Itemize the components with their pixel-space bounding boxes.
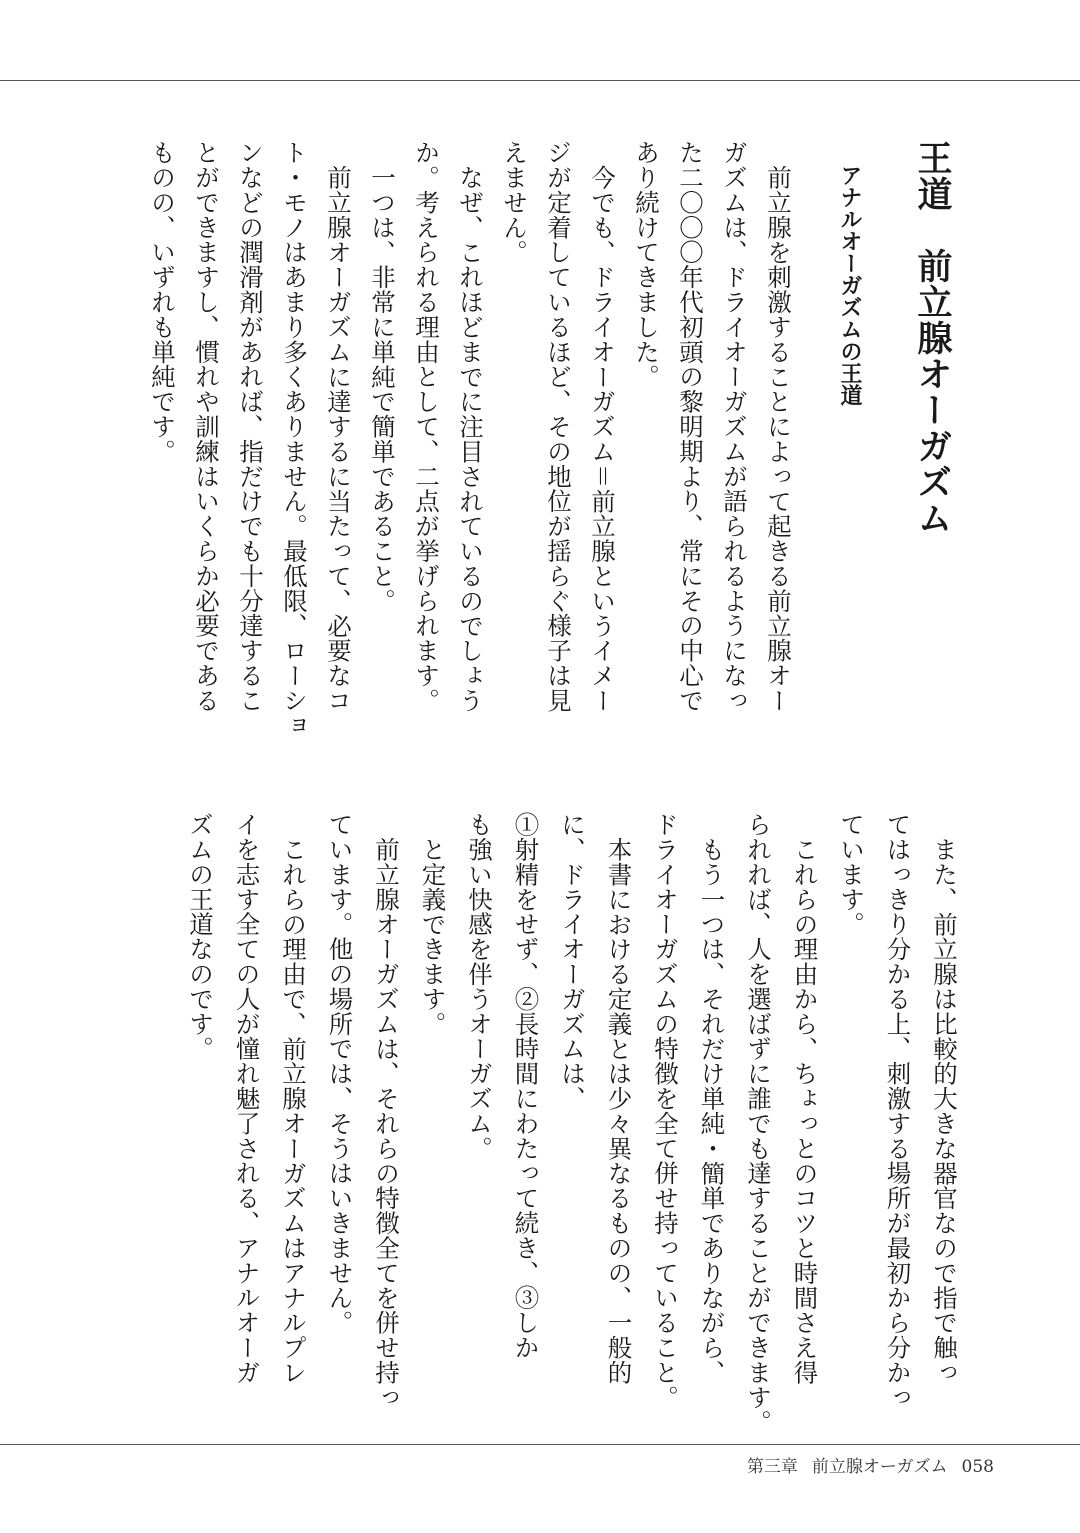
- section-subtitle: アナルオーガズムの王道: [837, 164, 863, 406]
- text-column: られれば、人を選ばずに誰でも達することができます。: [744, 812, 773, 1435]
- text-column: もう一つは、それだけ単純・簡単でありながら、: [697, 836, 727, 1385]
- text-column: 今でも、ドライオーガズム＝前立腺というイメー: [588, 164, 617, 713]
- text-column: ズムの王道なのです。: [186, 812, 215, 1061]
- text-column: ト・モノはあまり多くありません。最低限、ローショ: [280, 140, 309, 738]
- text-column: も強い快感を伴うオーガズム。: [465, 812, 494, 1161]
- text-column: ドライオーガズムの特徴を全て併せ持っていること。: [651, 812, 680, 1410]
- footer-rule: [0, 1444, 1080, 1445]
- text-column: ガズムは、ドライオーガズムが語られるようになっ: [720, 140, 749, 713]
- text-column: ものの、いずれも単純です。: [148, 140, 177, 464]
- text-column: 前立腺オーガズムは、それらの特徴全てを併せ持っ: [372, 836, 401, 1410]
- bottom-text-block: [177, 812, 968, 1435]
- text-column: か。考えられる理由として、二点が挙げられます。: [412, 140, 441, 713]
- text-column: ています。他の場所では、そうはいきません。: [325, 812, 355, 1335]
- header-rule: [0, 80, 1080, 81]
- top-text-block: [140, 140, 965, 760]
- text-column: なぜ、これほどまでに注目されているのでしょう: [456, 164, 485, 713]
- page-footer: [733, 1452, 994, 1477]
- text-column: 本書における定義とは少々異なるものの、一般的: [604, 836, 634, 1385]
- text-column: これらの理由から、ちょっとのコツと時間さえ得: [790, 836, 820, 1385]
- text-column: ンなどの潤滑剤があれば、指だけでも十分達するこ: [236, 140, 265, 713]
- text-column: 前立腺オーガズムに達するに当たって、必要なコ: [324, 164, 353, 713]
- text-column: ①射精をせず、②長時間にわたって続き、③しか: [511, 812, 541, 1360]
- text-column: と定義できます。: [418, 836, 448, 1036]
- text-column: た二〇〇〇年代初頭の黎明期より、常にその中心で: [676, 140, 705, 713]
- footer-chapter: 第三章: [746, 1457, 798, 1477]
- text-column: イを志す全ての人が憧れ魅了される、アナルオーガ: [232, 812, 262, 1385]
- text-column: えません。: [500, 140, 529, 265]
- text-column: とができますし、慣れや訓練はいくらか必要である: [192, 140, 221, 713]
- text-column: てはっきり分かる上、刺激する場所が最初から分かっ: [883, 812, 913, 1410]
- text-column: 一つは、非常に単純で簡単であること。: [368, 164, 397, 613]
- text-column: あり続けてきました。: [632, 140, 661, 389]
- text-column: また、前立腺は比較的大きな器官なので指で触っ: [930, 836, 959, 1385]
- text-column: 前立腺を刺激することによって起きる前立腺オー: [764, 164, 793, 713]
- page-number: 058: [961, 1457, 994, 1477]
- section-title: 王道 前立腺オーガズム: [912, 140, 953, 536]
- text-column: これらの理由で、前立腺オーガズムはアナルプレ: [279, 836, 308, 1385]
- footer-chapter-title: 前立腺オーガズム: [811, 1457, 948, 1477]
- text-column: ジが定着しているほど、その地位が揺らぐ様子は見: [544, 140, 573, 713]
- text-column: に、ドライオーガズムは、: [558, 812, 587, 1111]
- text-column: ています。: [837, 812, 866, 937]
